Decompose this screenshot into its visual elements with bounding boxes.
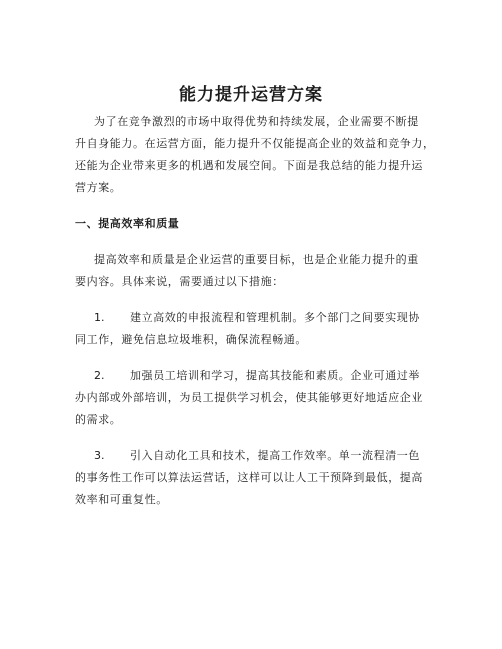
intro-line-4: 营方案。 (75, 181, 122, 194)
list-item-number: 3. (94, 449, 105, 462)
list-item-line: 加强员工培训和学习，提高其技能和素质。企业可通过举 (130, 369, 420, 382)
list-item-line: 建立高效的申报流程和管理机制。多个部门之间要实现协 (130, 311, 420, 324)
intro-line-1: 为了在竞争激烈的市场中取得优势和持续发展，企业需要不断提 (94, 115, 419, 128)
document-title: 能力提升运营方案 (179, 85, 323, 105)
list-item-line: 效率和可重复性。 (75, 493, 168, 506)
section-line-1: 提高效率和质量是企业运营的重要目标，也是企业能力提升的重 (94, 253, 419, 266)
list-item-number: 2. (94, 369, 105, 382)
section-line-2: 要内容。具体来说，需要通过以下措施： (75, 275, 284, 288)
list-item-line: 同工作，避免信息垃圾堆积，确保流程畅通。 (75, 333, 307, 346)
list-item-line: 办内部或外部培训，为员工提供学习机会，使其能够更好地适应企业 (75, 391, 423, 404)
list-item-number: 1. (94, 311, 105, 324)
section-heading: 一、提高效率和质量 (75, 217, 180, 230)
list-item-line: 引入自动化工具和技术，提高工作效率。单一流程清一色 (130, 449, 420, 462)
list-item-line: 的事务性工作可以算法运营话，这样可以让人工干预降到最低，提高 (75, 471, 423, 484)
intro-line-2: 升自身能力。在运营方面，能力提升不仅能提高企业的效益和竞争力， (75, 137, 435, 150)
intro-line-3: 还能为企业带来更多的机遇和发展空间。下面是我总结的能力提升运 (75, 159, 423, 172)
list-item-line: 的需求。 (75, 413, 122, 426)
